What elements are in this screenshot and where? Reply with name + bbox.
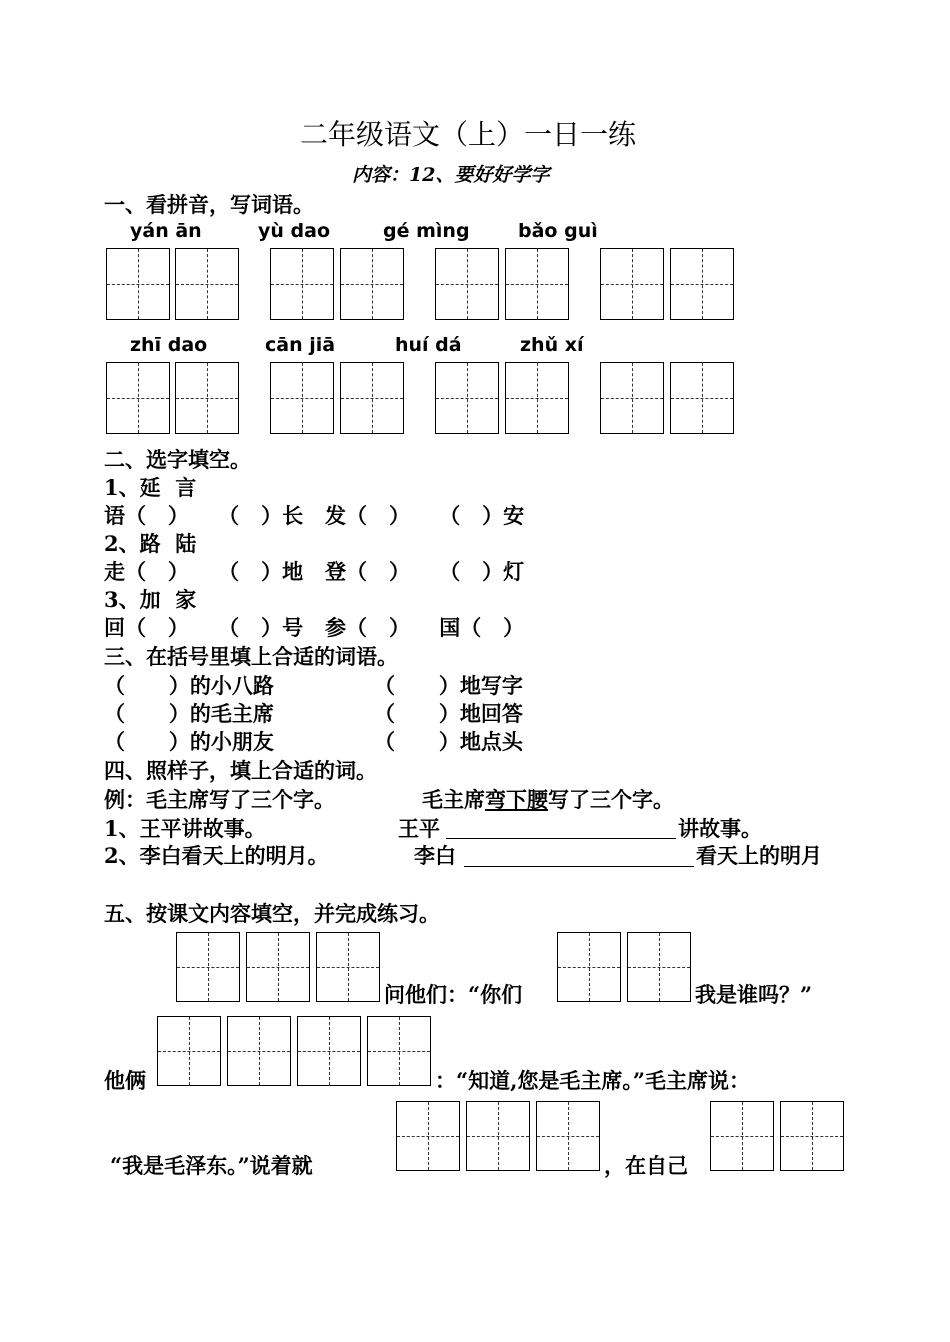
example-word: 弯下腰 <box>485 787 548 812</box>
fill-left-1: （ ）的小八路 <box>104 673 274 698</box>
answer-blank-2[interactable] <box>464 866 694 867</box>
writing-grid[interactable] <box>780 1101 844 1171</box>
writing-grid[interactable] <box>627 932 691 1002</box>
writing-grid[interactable] <box>505 362 569 434</box>
writing-grid[interactable] <box>270 248 334 320</box>
writing-grid[interactable] <box>106 362 170 434</box>
writing-grid[interactable] <box>670 362 734 434</box>
line3-mid: ，在自己 <box>604 1153 688 1178</box>
page-title: 二年级语文（上）一日一练 <box>300 118 637 151</box>
pinyin-1: yán ān <box>130 220 202 242</box>
writing-grid[interactable] <box>536 1101 600 1171</box>
writing-grid[interactable] <box>557 932 621 1002</box>
writing-grid[interactable] <box>396 1101 460 1171</box>
q1-prefix: 王平 <box>398 816 440 841</box>
fill-right-3: （ ）地点头 <box>374 729 523 754</box>
pinyin-5: zhī dao <box>130 334 208 356</box>
line1-end: 我是谁吗？” <box>695 982 813 1007</box>
pinyin-7: huí dá <box>395 334 462 356</box>
writing-grid[interactable] <box>435 362 499 434</box>
writing-grid[interactable] <box>505 248 569 320</box>
pinyin-6: cān jiā <box>265 334 336 356</box>
line3-start: “我是毛泽东。”说着就 <box>110 1153 313 1178</box>
section4-heading: 四、照样子，填上合适的词。 <box>104 758 377 783</box>
fill-left-3: （ ）的小朋友 <box>104 729 274 754</box>
line2-start: 他俩 <box>104 1068 146 1093</box>
writing-grid[interactable] <box>227 1016 291 1086</box>
q1-options: 1、延 言 <box>104 475 197 500</box>
pinyin-8: zhǔ xí <box>520 334 584 356</box>
writing-grid[interactable] <box>367 1016 431 1086</box>
writing-grid[interactable] <box>316 932 380 1002</box>
section1-heading: 一、看拼音，写词语。 <box>104 192 314 217</box>
q2-prefix: 李白 <box>414 843 456 868</box>
example-answer <box>422 787 674 813</box>
writing-grid[interactable] <box>670 248 734 320</box>
q2-suffix: 看天上的明月 <box>696 843 822 868</box>
q2-line: 走（ ） （ ）地 登（ ） （ ）灯 <box>104 559 525 584</box>
writing-grid[interactable] <box>175 248 239 320</box>
writing-grid[interactable] <box>466 1101 530 1171</box>
pinyin-2: yù dao <box>258 220 331 242</box>
example-after: 写了三个字。 <box>548 787 674 812</box>
pinyin-4: bǎo guì <box>518 220 598 242</box>
writing-grid[interactable] <box>106 248 170 320</box>
writing-grid[interactable] <box>246 932 310 1002</box>
fill-right-2: （ ）地回答 <box>374 701 523 726</box>
writing-grid[interactable] <box>435 248 499 320</box>
section3-heading: 三、在括号里填上合适的词语。 <box>104 644 398 669</box>
fill-right-1: （ ）地写字 <box>374 673 523 698</box>
writing-grid[interactable] <box>297 1016 361 1086</box>
writing-grid[interactable] <box>270 362 334 434</box>
q2-sentence: 2、李白看天上的明月。 <box>104 843 329 868</box>
answer-blank-1[interactable] <box>446 838 676 839</box>
writing-grid[interactable] <box>340 362 404 434</box>
q1-sentence: 1、王平讲故事。 <box>104 816 266 841</box>
line2-end: ：“知道,您是毛主席。”毛主席说： <box>435 1068 750 1093</box>
writing-grid[interactable] <box>176 932 240 1002</box>
line1-mid: 问他们：“你们 <box>384 982 523 1007</box>
page-subtitle: 内容：12、要好好学字 <box>352 164 550 186</box>
q3-line: 回（ ） （ ）号 参（ ） 国（ ） <box>104 615 525 640</box>
q2-options: 2、路 陆 <box>104 531 197 556</box>
writing-grid[interactable] <box>340 248 404 320</box>
example-sentence: 例：毛主席写了三个字。 <box>104 787 335 812</box>
writing-grid[interactable] <box>600 362 664 434</box>
writing-grid[interactable] <box>600 248 664 320</box>
section5-heading: 五、按课文内容填空，并完成练习。 <box>104 901 440 926</box>
example-before: 毛主席 <box>422 787 485 812</box>
pinyin-3: gé mìng <box>383 220 470 242</box>
q3-options: 3、加 家 <box>104 587 197 612</box>
q1-line: 语（ ） （ ）长 发（ ） （ ）安 <box>104 503 525 528</box>
fill-left-2: （ ）的毛主席 <box>104 701 274 726</box>
section2-heading: 二、选字填空。 <box>104 447 251 472</box>
writing-grid[interactable] <box>157 1016 221 1086</box>
q1-suffix: 讲故事。 <box>678 816 762 841</box>
writing-grid[interactable] <box>710 1101 774 1171</box>
writing-grid[interactable] <box>175 362 239 434</box>
